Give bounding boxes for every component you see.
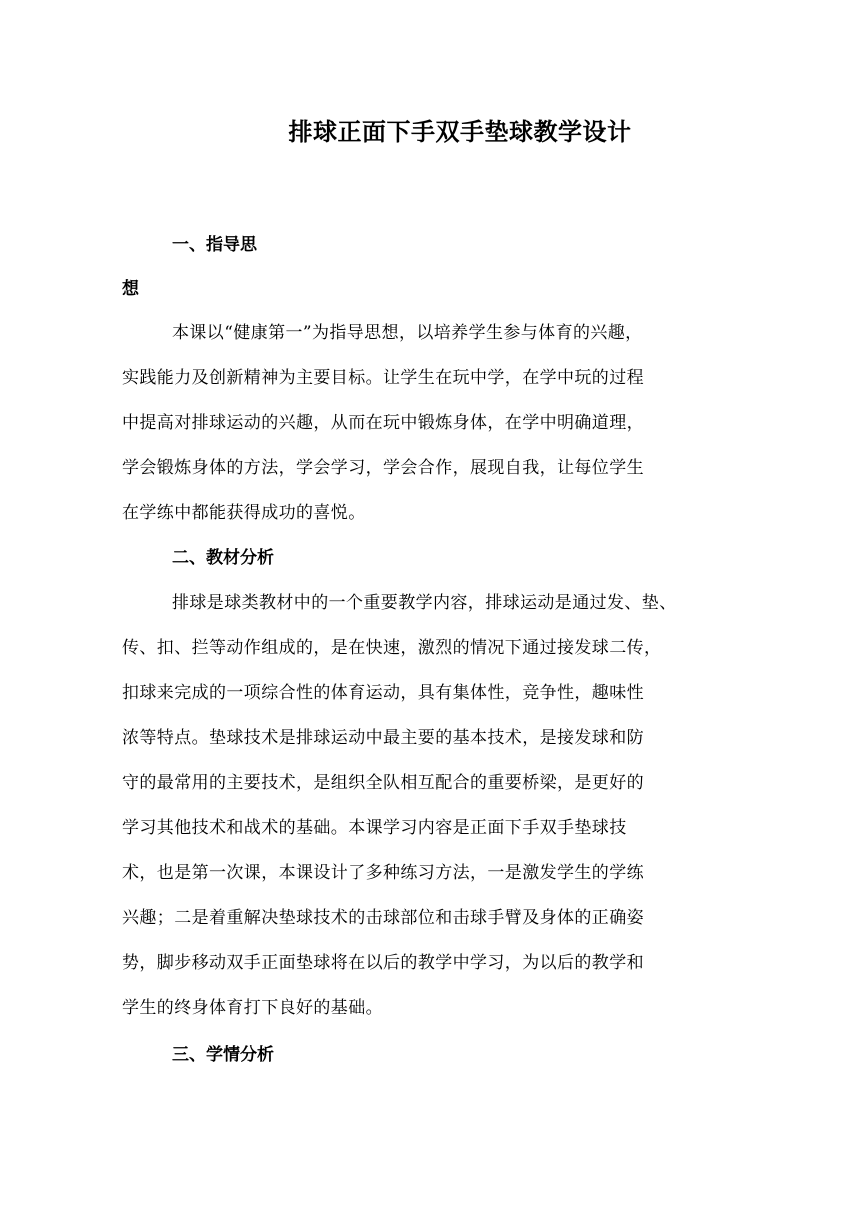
paragraph-line: 术，也是第一次课，本课设计了多种练习方法，一是激发学生的学练 [122,863,644,883]
paragraph-line: 势，脚步移动双手正面垫球将在以后的教学中学习，为以后的教学和 [122,953,644,973]
section-heading-continuation: 想 [122,279,140,299]
section-heading-guiding-ideology: 一、指导思 [172,235,257,255]
paragraph-line: 传、扣、拦等动作组成的，是在快速，激烈的情况下通过接发球二传， [122,638,662,658]
paragraph-line: 本课以“健康第一”为指导思想，以培养学生参与体育的兴趣， [172,323,643,343]
paragraph-line: 排球是球类教材中的一个重要教学内容，排球运动是通过发、垫、 [172,593,677,613]
paragraph-line: 扣球来完成的一项综合性的体育运动，具有集体性，竞争性，趣味性 [122,683,644,703]
paragraph-line: 兴趣；二是着重解决垫球技术的击球部位和击球手臂及身体的正确姿 [122,908,644,928]
section-heading-material-analysis: 二、教材分析 [172,548,274,568]
document-title: 排球正面下手双手垫球教学设计 [288,117,632,146]
paragraph-line: 学生的终身体育打下良好的基础。 [122,998,383,1018]
paragraph-line: 在学练中都能获得成功的喜悦。 [122,503,366,523]
paragraph-line: 实践能力及创新精神为主要目标。让学生在玩中学，在学中玩的过程 [122,368,644,388]
paragraph-line: 学习其他技术和战术的基础。本课学习内容是正面下手双手垫球技 [122,818,627,838]
section-heading-student-analysis: 三、学情分析 [172,1045,274,1065]
paragraph-line: 中提高对排球运动的兴趣，从而在玩中锻炼身体，在学中明确道理， [122,413,644,433]
paragraph-line: 守的最常用的主要技术，是组织全队相互配合的重要桥梁，是更好的 [122,773,644,793]
paragraph-line: 学会锻炼身体的方法，学会学习，学会合作，展现自我，让每位学生 [122,458,644,478]
paragraph-line: 浓等特点。垫球技术是排球运动中最主要的基本技术，是接发球和防 [122,728,644,748]
